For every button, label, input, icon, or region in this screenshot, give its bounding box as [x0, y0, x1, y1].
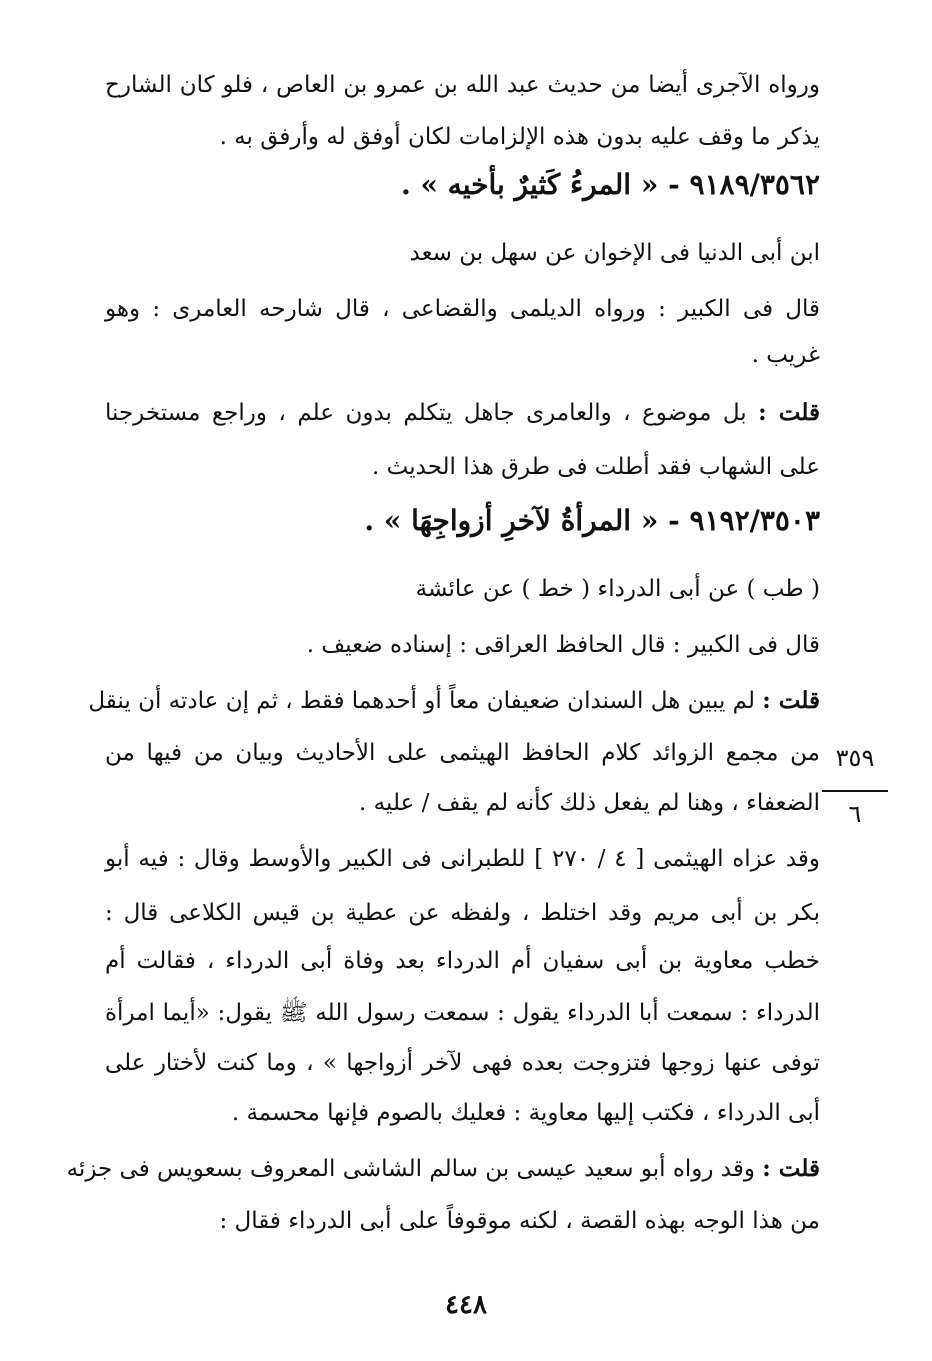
text-line-5: قال فى الكبير : ورواه الديلمى والقضاعى ، قال شارحه العامرى : وهو — [105, 296, 820, 322]
text-line-17: خطب معاوية بن أبى سفيان أم الدرداء بعد وفاة أبى الدرداء ، فقالت أم — [105, 948, 820, 974]
text-line-8: على الشهاب فقد أطلت فى طرق هذا الحديث . — [372, 454, 820, 480]
qult-text-1: بل موضوع ، والعامرى جاهل يتكلم بدون علم ، وراجع مستخرجنا — [105, 400, 747, 426]
hadith-heading-1: ٩١٨٩/٣٥٦٢ - « المرءُ كَثيرٌ بأخيه » . — [400, 168, 820, 201]
margin-reference-top: ٣٥٩ — [835, 744, 875, 772]
hadith-heading-2: ٩١٩٢/٣٥٠٣ - « المرأةُ لآخرِ أزواجِهَا » . — [364, 504, 820, 537]
qult-text-2: لم يبين هل السندان ضعيفان معاً أو أحدهما فقط ، ثم إن عادته أن ينقل — [88, 688, 755, 714]
page-number: ٤٤٨ — [445, 1290, 487, 1320]
qult-line-3 — [66, 1152, 820, 1186]
text-line-19: توفى عنها زوجها فتزوجت بعده فهى لآخر أزواجها » ، وما كنت لأختار على — [105, 1050, 820, 1076]
qult-line-1 — [105, 396, 820, 430]
text-line-6: غريب . — [751, 342, 820, 368]
text-line-20: أبى الدرداء ، فكتب إليها معاوية : فعليك بالصوم فإنها محسمة . — [231, 1100, 820, 1126]
text-line-1: ورواه الآجرى أيضا من حديث عبد الله بن عمرو بن العاص ، فلو كان الشارح — [105, 72, 820, 98]
text-line-14: الضعفاء ، وهنا لم يفعل ذلك كأنه لم يقف / عليه . — [359, 790, 820, 816]
margin-reference-bottom: ٦ — [848, 800, 862, 828]
text-line-2: يذكر ما وقف عليه بدون هذه الإلزامات لكان أوفق له وأرفق به . — [219, 124, 820, 150]
text-line-11: قال فى الكبير : قال الحافظ العراقى : إسناده ضعيف . — [306, 632, 820, 658]
qult-text-3: وقد رواه أبو سعيد عيسى بن سالم الشاشى المعروف بسعويس فى جزئه — [66, 1156, 755, 1182]
text-line-16: بكر بن أبى مريم وقد اختلط ، ولفظه عن عطية بن قيس الكلاعى قال : — [105, 900, 820, 926]
qult-line-2 — [88, 684, 820, 718]
text-line-15: وقد عزاه الهيثمى [ ٤ / ٢٧٠ ] للطبرانى فى الكبير والأوسط وقال : فيه أبو — [105, 846, 821, 872]
qult-label: قلت : — [762, 687, 820, 714]
qult-label: قلت : — [762, 1155, 820, 1182]
text-line-18: الدرداء : سمعت أبا الدرداء يقول : سمعت رسول الله ﷺ يقول: «أيما امرأة — [105, 1000, 820, 1026]
hadith-source-1: ابن أبى الدنيا فى الإخوان عن سهل بن سعد — [409, 240, 820, 266]
qult-label: قلت : — [758, 399, 820, 426]
hadith-source-2: ( طب ) عن أبى الدرداء ( خط ) عن عائشة — [415, 576, 820, 602]
text-line-13: من مجمع الزوائد كلام الحافظ الهيثمى على الأحاديث وبيان من فيها من — [105, 740, 820, 766]
text-line-22: من هذا الوجه بهذه القصة ، لكنه موقوفاً على أبى الدرداء فقال : — [219, 1208, 820, 1234]
margin-divider — [822, 790, 888, 792]
